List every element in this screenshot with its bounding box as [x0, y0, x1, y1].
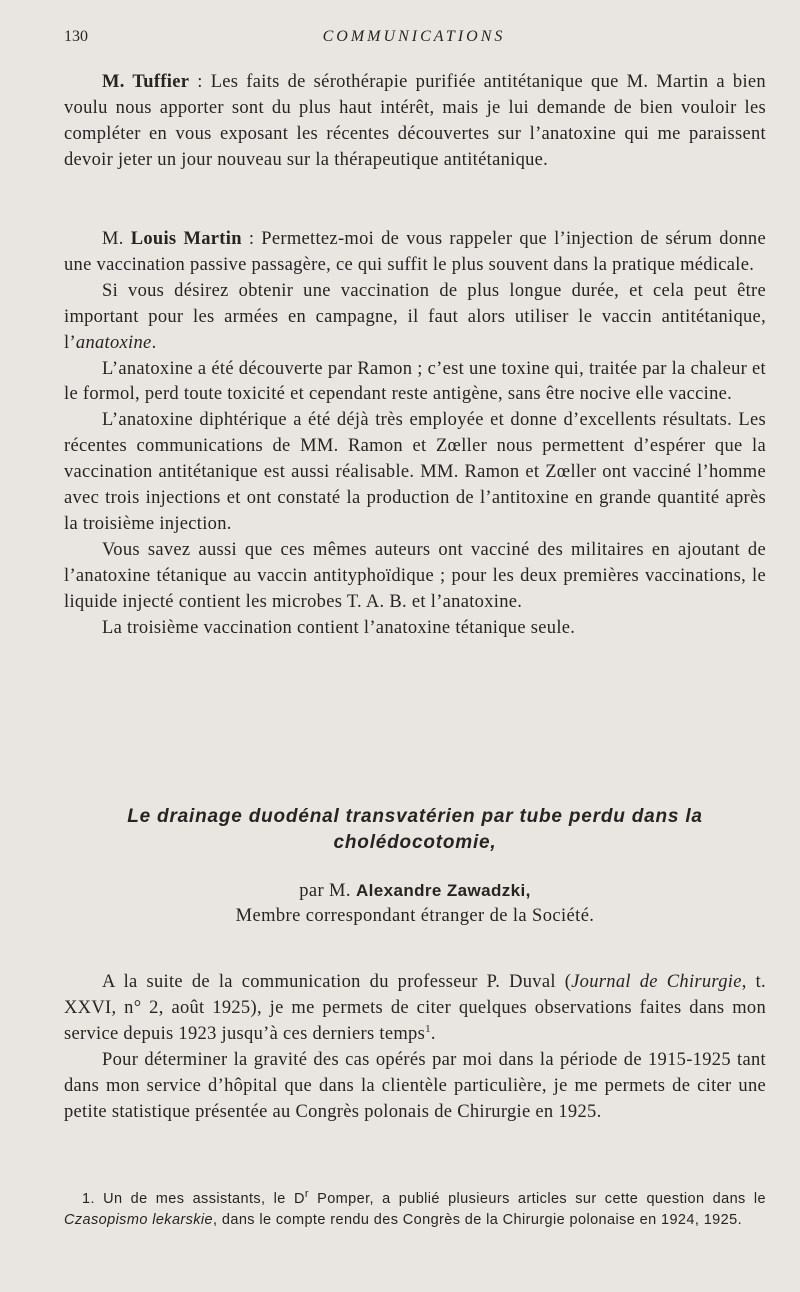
- author-line: [64, 878, 766, 904]
- footnote-text: , dans le compte rendu des Congrès de la Chirurgie polonaise en 1924, 1925.: [213, 1211, 742, 1228]
- paragraph-end: .: [151, 332, 157, 353]
- page-header: [64, 28, 764, 52]
- article-body: [64, 970, 766, 1125]
- paragraph: [64, 970, 766, 1048]
- paragraph: L’anatoxine a été découverte par Ramon ; c’est une toxine qui, traitée par la chaleur et le formol, perd toute toxicité et cependant reste antigène, sans être nocive elle vaccine.: [64, 358, 766, 405]
- paragraph: La troisième vaccination contient l’anatoxine tétanique seule.: [102, 617, 576, 638]
- paragraph: [64, 227, 766, 279]
- footnote: [64, 1189, 766, 1230]
- discussion-tuffier: [64, 70, 766, 174]
- paragraph: [64, 70, 766, 174]
- author-name: Alexandre Zawadzki,: [355, 881, 531, 900]
- author-prefix: par M.: [299, 881, 356, 901]
- footnote-number: 1.: [82, 1191, 104, 1207]
- discussion-martin: [64, 227, 766, 642]
- paragraph: Pour déterminer la gravité des cas opérés par moi dans la période de 1915-1925 tant dans mon service d’hôpital que dans la clientèle particulière, je me permets de citer une petite statistique présentée au Congrès polonais de Chirurgie en 1925.: [64, 1049, 766, 1122]
- paragraph-end: .: [430, 1023, 436, 1044]
- paragraph: L’anatoxine diphtérique a été déjà très employée et donne d’excellents résultats. Les récentes communications de MM. Ramon et Zœller nous permettent d’espérer que la vaccination antitétanique est aussi réalisable. MM. Ramon et Zœller ont vacciné l’homme avec trois injections et ont constaté la production de l’antitoxine en grande quantité après la troisième injection.: [64, 410, 766, 534]
- paragraph-text: A la suite de la communication du professeur P. Duval (: [102, 972, 572, 992]
- footnote-text: Pomper, a publié plusieurs articles sur cette question dans le: [308, 1191, 766, 1207]
- journal-title: Czasopismo lekarskie: [64, 1211, 214, 1228]
- speaker-prefix: M.: [102, 229, 131, 249]
- paragraph-text: : Les faits de sérothérapie purifiée antitétanique que M. Martin a bien voulu nous apporter sont du plus haut intérêt, mais je lui demande de bien vouloir les compléter en vous exposant les récentes découvertes sur l’anatoxine qui me paraissent devoir jeter un jour nouveau sur la thérapeutique antitétanique.: [64, 72, 766, 170]
- footnote-sup: r: [304, 1188, 309, 1201]
- running-head: COMMUNICATIONS: [322, 28, 506, 45]
- paragraph-text: Si vous désirez obtenir une vaccination de plus longue durée, et cela peut être important pour les armées en campagne, il faut alors utiliser le vaccin antitétanique, l’: [64, 280, 766, 353]
- author-role: Membre correspondant étranger de la Société.: [235, 906, 595, 926]
- article-title: Le drainage duodénal transvatérien par tube perdu dans la cholédocotomie,: [127, 806, 703, 853]
- footnote-paragraph: [64, 1189, 766, 1230]
- footnote-text: Un de mes assistants, le D: [103, 1191, 305, 1207]
- paragraph: [64, 279, 766, 357]
- journal-title: Journal de Chirurgie: [571, 972, 742, 992]
- speaker-name: M. Tuffier: [102, 72, 190, 92]
- paragraph-text: , t. XXVI, n° 2, août 1925), je me permets de citer quelques observations faites dans mon service depuis 1923 jusqu’à ces derniers temps: [64, 972, 766, 1044]
- paragraph-text: : Permettez-moi de vous rappeler que l’injection de sérum donne une vaccination passive passagère, ce qui suffit le plus souvent dans la pratique médicale.: [64, 229, 766, 275]
- footnote-ref: 1: [425, 1022, 431, 1035]
- paragraph: Vous savez aussi que ces mêmes auteurs ont vacciné des militaires en ajoutant de l’anatoxine tétanique au vaccin antityphoïdique ; pour les deux premières vaccinations, le liquide injecté contient les microbes T. A. B. et l’anatoxine.: [64, 539, 766, 612]
- page-number: 130: [64, 28, 88, 45]
- speaker-name: Louis Martin: [130, 229, 242, 249]
- italic-term: anatoxine: [75, 332, 152, 353]
